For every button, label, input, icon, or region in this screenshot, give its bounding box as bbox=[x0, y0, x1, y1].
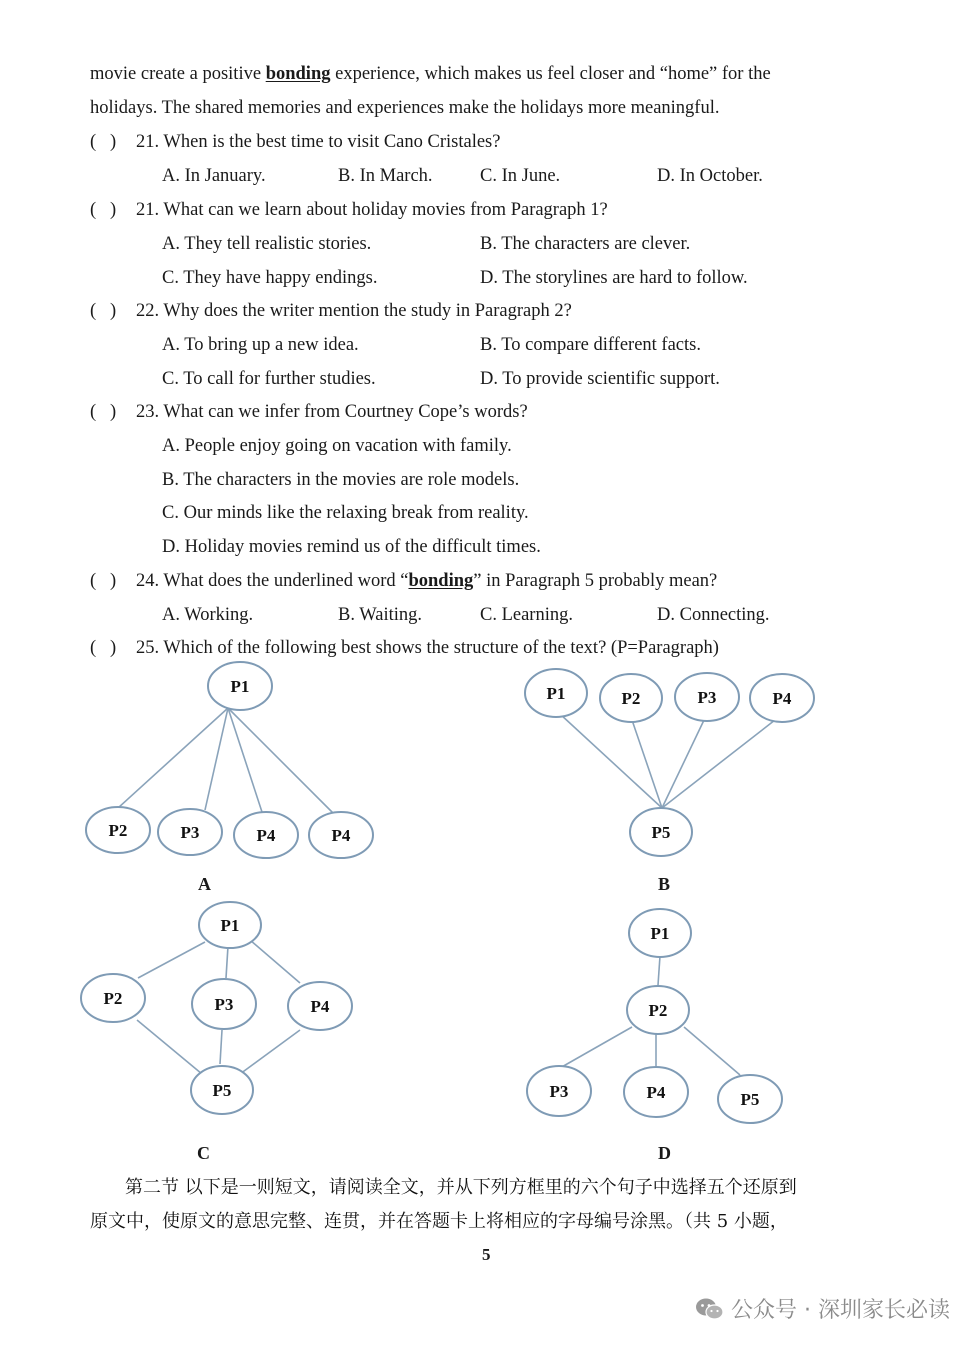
option-a: A. Working. bbox=[162, 605, 254, 625]
diagram-d-label-p3: P3 bbox=[549, 1082, 569, 1101]
diagram-c-label-p5: P5 bbox=[212, 1081, 232, 1100]
option-d: D. Connecting. bbox=[657, 605, 770, 625]
watermark bbox=[695, 1293, 950, 1324]
diagram-letter-b: B bbox=[658, 874, 671, 894]
option-a: A. People enjoy going on vacation with family. bbox=[162, 436, 512, 456]
answer-blank[interactable]: ( ) bbox=[90, 402, 117, 422]
answer-blank[interactable]: ( ) bbox=[90, 571, 117, 591]
option-d: D. Holiday movies remind us of the difficult times. bbox=[162, 537, 541, 557]
keyword-bonding: bonding bbox=[265, 64, 331, 84]
diagram-letter-c: C bbox=[197, 1143, 210, 1163]
diagram-b-label-p4: P4 bbox=[772, 689, 792, 708]
diagram-letter-a: A bbox=[198, 874, 211, 894]
diagram-c-label-p2: P2 bbox=[103, 989, 123, 1008]
section2-instructions-line-1: 第二节 以下是一则短文，请阅读全文，并从下列方框里的六个句子中选择五个还原到 bbox=[125, 1177, 797, 1198]
diagram-a-label-p2: P2 bbox=[108, 821, 128, 840]
answer-blank[interactable]: ( ) bbox=[90, 200, 117, 220]
section2-instructions-line-2: 原文中，使原文的意思完整、连贯，并在答题卡上将相应的字母编号涂黑。（共 5 小题， bbox=[90, 1211, 788, 1232]
passage-text: experience, which makes us feel closer and “home” for the bbox=[330, 64, 771, 84]
option-b: B. The characters are clever. bbox=[480, 234, 691, 254]
option-c: C. In June. bbox=[480, 166, 561, 186]
diagram-a-label-p4b: P4 bbox=[331, 826, 351, 845]
option-d: D. To provide scientific support. bbox=[480, 369, 720, 389]
diagram-c-label-p4: P4 bbox=[310, 997, 330, 1016]
option-c: C. They have happy endings. bbox=[162, 268, 378, 288]
option-a: A. They tell realistic stories. bbox=[162, 234, 372, 254]
diagram-d-label-p1: P1 bbox=[650, 924, 670, 943]
option-c: C. Our minds like the relaxing break from reality. bbox=[162, 503, 529, 523]
option-c: C. Learning. bbox=[480, 605, 573, 625]
diagram-a-label-p4: P4 bbox=[256, 826, 276, 845]
passage-line-2: holidays. The shared memories and experiences make the holidays more meaningful. bbox=[90, 98, 720, 118]
answer-blank[interactable]: ( ) bbox=[90, 301, 117, 321]
diagram-b-label-p1: P1 bbox=[546, 684, 566, 703]
diagram-c-label-p3: P3 bbox=[214, 995, 234, 1014]
diagram-b-label-p5: P5 bbox=[651, 823, 671, 842]
option-b: B. In March. bbox=[338, 166, 433, 186]
passage-text: movie create a positive bbox=[90, 64, 266, 84]
option-a: A. To bring up a new idea. bbox=[162, 335, 359, 355]
question-text: 21. When is the best time to visit Cano Cristales? bbox=[136, 132, 501, 152]
option-d: D. In October. bbox=[657, 166, 763, 186]
diagram-c-label-p1: P1 bbox=[220, 916, 240, 935]
question-text: 25. Which of the following best shows the structure of the text? (P=Paragraph) bbox=[136, 638, 719, 658]
diagram-letter-d: D bbox=[658, 1143, 671, 1163]
diagram-b-label-p2: P2 bbox=[621, 689, 641, 708]
keyword-bonding: bonding bbox=[408, 571, 474, 591]
answer-blank[interactable]: ( ) bbox=[90, 132, 117, 152]
diagram-d-label-p4: P4 bbox=[646, 1083, 666, 1102]
diagram-a-label-p3: P3 bbox=[180, 823, 200, 842]
wechat-icon bbox=[695, 1296, 725, 1322]
page-number: 5 bbox=[482, 1245, 491, 1264]
diagram-d-label-p5: P5 bbox=[740, 1090, 760, 1109]
option-c: C. To call for further studies. bbox=[162, 369, 376, 389]
diagram-a-label-p1: P1 bbox=[230, 677, 250, 696]
question-text: 22. Why does the writer mention the study in Paragraph 2? bbox=[136, 301, 572, 321]
question-text: 23. What can we infer from Courtney Cope’s words? bbox=[136, 402, 528, 422]
diagram-b-label-p3: P3 bbox=[697, 688, 717, 707]
option-b: B. The characters in the movies are role models. bbox=[162, 470, 520, 490]
diagram-d-label-p2: P2 bbox=[648, 1001, 668, 1020]
option-d: D. The storylines are hard to follow. bbox=[480, 268, 748, 288]
question-text: 24. What does the underlined word “ bbox=[136, 571, 409, 591]
option-b: B. Waiting. bbox=[338, 605, 422, 625]
question-text: ” in Paragraph 5 probably mean? bbox=[473, 571, 718, 591]
option-b: B. To compare different facts. bbox=[480, 335, 701, 355]
question-text: 21. What can we learn about holiday movies from Paragraph 1? bbox=[136, 200, 608, 220]
answer-blank[interactable]: ( ) bbox=[90, 638, 117, 658]
watermark-text: 公众号 · 深圳家长必读 bbox=[731, 1298, 950, 1323]
option-a: A. In January. bbox=[162, 166, 266, 186]
